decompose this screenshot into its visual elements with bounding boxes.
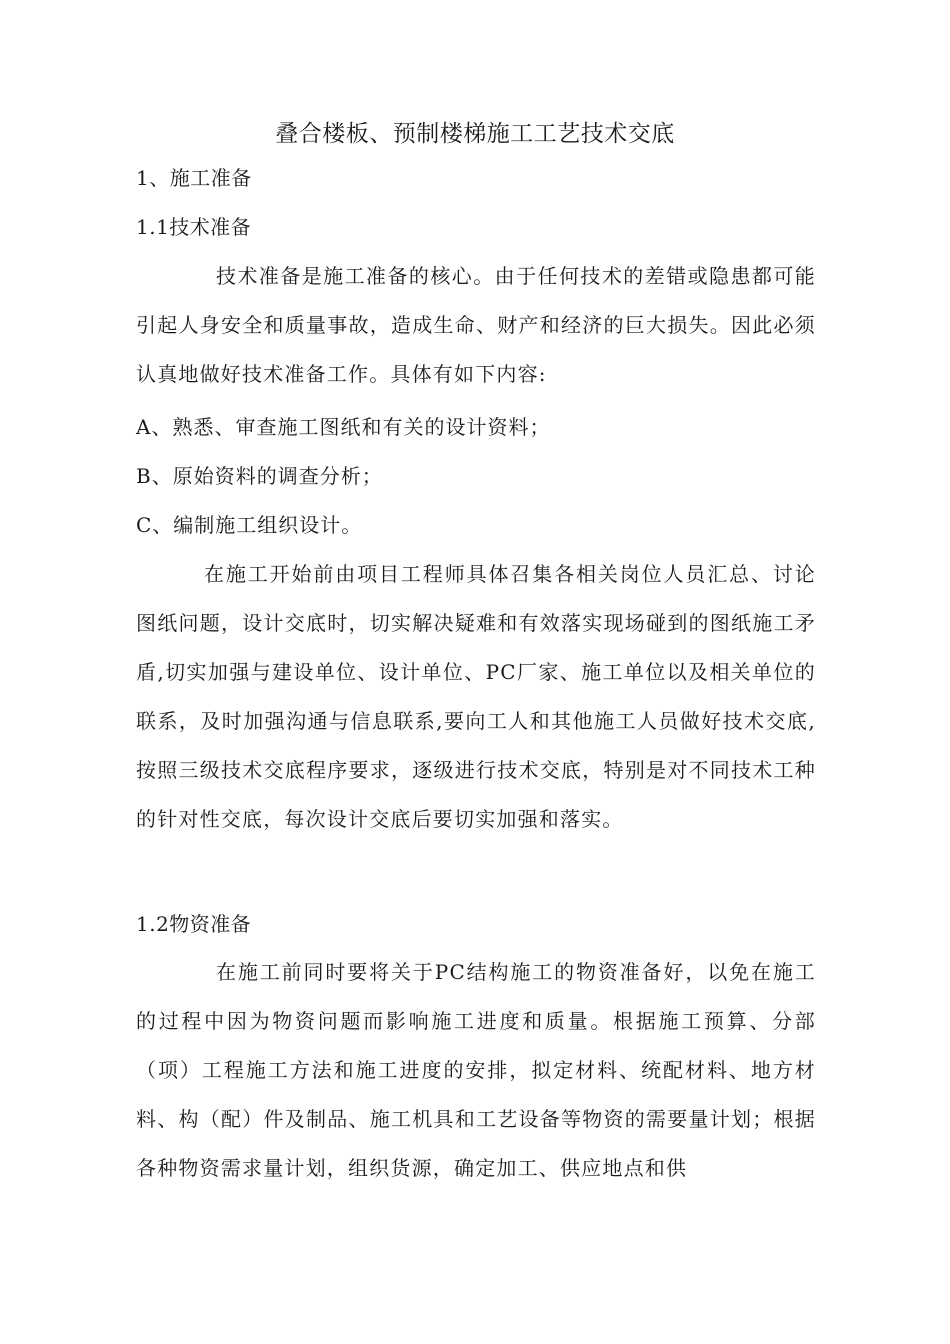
list-item-b: B、原始资料的调查分析； (136, 464, 383, 488)
paragraph-technical-preparation: 技术准备是施工准备的核心。由于任何技术的差错或隐患都可能引起人身安全和质量事故，造成生命、财产和经济的巨大损失。因此必须认真地做好技术准备工作。具体有如下内容: (136, 264, 816, 386)
paragraph-material-preparation: 在施工前同时要将关于PC结构施工的物资准备好，以免在施工的过程中因为物资问题而影响施工进度和质量。根据施工预算、分部（项）工程施工方法和施工进度的安排，拟定材料、统配材料、地方材料、构（配）件及制品、施工机具和工艺设备等物资的需要量计划；根据各种物资需求量计划，组织货源，确定加工、供应地点和供 (136, 960, 816, 1180)
paragraph-design-disclosure: 在施工开始前由项目工程师具体召集各相关岗位人员汇总、讨论图纸问题，设计交底时，切实解决疑难和有效落实现场碰到的图纸施工矛盾,切实加强与建设单位、设计单位、PC厂家、施工单位以及相关单位的联系，及时加强沟通与信息联系,要向工人和其他施工人员做好技术交底,按照三级技术交底程序要求，逐级进行技术交底，特别是对不同技术工种的针对性交底，每次设计交底后要切实加强和落实。 (136, 562, 816, 831)
list-item-a: A、熟悉、审查施工图纸和有关的设计资料； (136, 415, 551, 439)
section-heading-1: 1、施工准备 (136, 166, 252, 190)
section-heading-1-1: 1.1技术准备 (136, 215, 252, 239)
section-heading-1-2: 1.2物资准备 (136, 912, 252, 936)
document-title: 叠合楼板、预制楼梯施工工艺技术交底 (275, 121, 675, 147)
list-item-c: C、编制施工组织设计。 (136, 513, 363, 537)
